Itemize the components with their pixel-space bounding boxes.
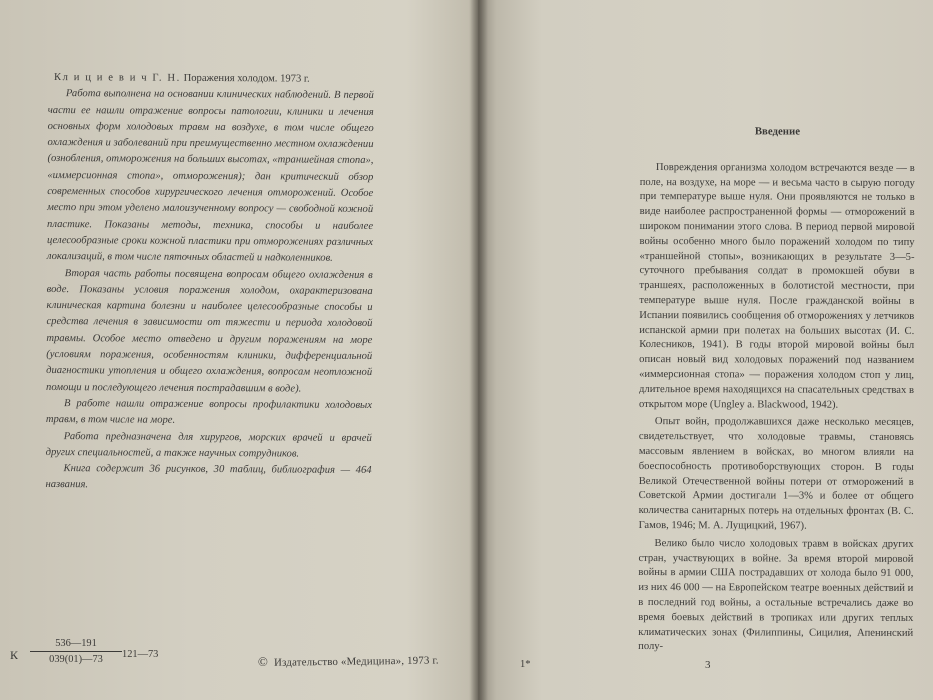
- book-gutter: [470, 0, 488, 700]
- author-name: Кл и ц и е в и ч Г. Н.: [53, 72, 181, 84]
- imprint-block: [10, 634, 478, 684]
- annotation-paragraph: Книга содержит 36 рисунков, 30 таблиц, библиография — 464 названия.: [45, 463, 372, 491]
- imprint-code: 121—73: [122, 649, 159, 660]
- annotation-heading: [48, 70, 374, 88]
- annotation-block: [45, 70, 374, 496]
- right-page: [478, 0, 933, 700]
- section-title: Введение: [754, 125, 801, 138]
- imprint-letter: К: [10, 648, 19, 662]
- copyright-icon: ©: [257, 653, 269, 669]
- body-paragraph: Велико было число холодовых травм в войсках других стран, участвующих в войне. За время второй мировой войны в армии США пострадавших от холода было 91 000, из них 46 000 — на Европейском театре военных действий и в последний год войны, а остальные встречались даже во время боевых действий в тропиках или других теплых климатических зонах (Филиппины, Сицилия, Апенинский полу-: [638, 537, 914, 653]
- annotation-paragraph: Работа выполнена на основании клинических наблюдений. В первой части ее нашли отражение вопросы патологии, клиники и лечения основных форм холодовых травм на воздухе, в том числе общего охлаждения и заболеваний при преимущественно местном охлаждении (ознобления, отморожения на больших высотах, «траншейная стопа», «иммерсионная стопа», отморожения); дан критический обзор современных способов хирургического лечения отморожений. Особое место при этом уделено малоизученному вопросу — свободной кожной пластике. Показаны методы, техника, способы и наиболее целесообразные сроки кожной пластики при отморожениях различных локализаций, в том числе пяточных областей и надколенников.: [46, 88, 374, 265]
- copyright-line: [258, 651, 439, 670]
- imprint-denominator: 039(01)—73: [49, 654, 103, 665]
- book-title: Поражения холодом. 1973 г.: [183, 72, 310, 85]
- annotation-paragraph: В работе нашли отражение вопросы профилактики холодовых травм, в том числе на море.: [45, 398, 372, 427]
- body-paragraph: Опыт войн, продолжавшихся даже несколько месяцев, свидетельствует, что холодовые травмы, становясь массовым явлением в войсках, во многом влияли на боеспособность противоборствующих сторон. В годы Великой Отечественной войны потери от отморожений в Советской Армии достигали 1—3% и более от общего количества санитарных потерь на отдельных фронтах (В. С. Гамов, 1946; М. А. Лущицкий, 1967).: [638, 416, 914, 532]
- annotation-paragraph: Вторая часть работы посвящена вопросам общего охлаждения в воде. Показаны условия поражения холодом, охарактеризована клиническая картина болезни и наиболее целесообразные способы и средства лечения в зависимости от тяжести и периода холодовой травмы. Особое место отведено и другим поражениям на море (условиям поражения, особенностям клиники, дифференциальной диагностики утопления и общего охлаждения, вопросам неотложной помощи и последующего лечения пострадавшим в воде).: [46, 267, 373, 395]
- annotation-paragraph: Работа предназначена для хирургов, морских врачей и врачей других специальностей, а также научных сотрудников.: [45, 430, 372, 460]
- copyright-text: Издательство «Медицина», 1973 г.: [274, 654, 439, 669]
- imprint-numerator: 536—191: [30, 638, 122, 652]
- body-paragraph: Повреждения организма холодом встречаются везде — в поле, на воздухе, на море — и весьма часто в сырую погоду при температуре выше нуля. Они проявляются не только в виде наиболее распространенной формы — отморожений в широком понимании этого слова. В период первой мировой войны особенно много было поражений холодом по типу «траншейной стопы», возникающих в результате 3—5-суточного пребывания солдат в промокшей обуви в траншеях, расположенных в болотистой местности, при температуре выше нуля. После гражданской войны в Испании появились сообщения об отморожениях у летчиков испанской армии при полетах на больших высотах (И. С. Колесников, 1941). В годы второй мировой войны был описан новый вид холодовых поражений под названием «иммерсионная стопа» — поражения холодом стоп у лиц, длительное время находящихся на спасательных средствах в открытом море (Ungley a. Blackwood, 1942).: [638, 161, 915, 411]
- page-number: 3: [705, 659, 711, 671]
- introduction-block: [638, 118, 915, 656]
- imprint-fraction: [30, 638, 122, 665]
- signature-mark: 1*: [520, 659, 531, 670]
